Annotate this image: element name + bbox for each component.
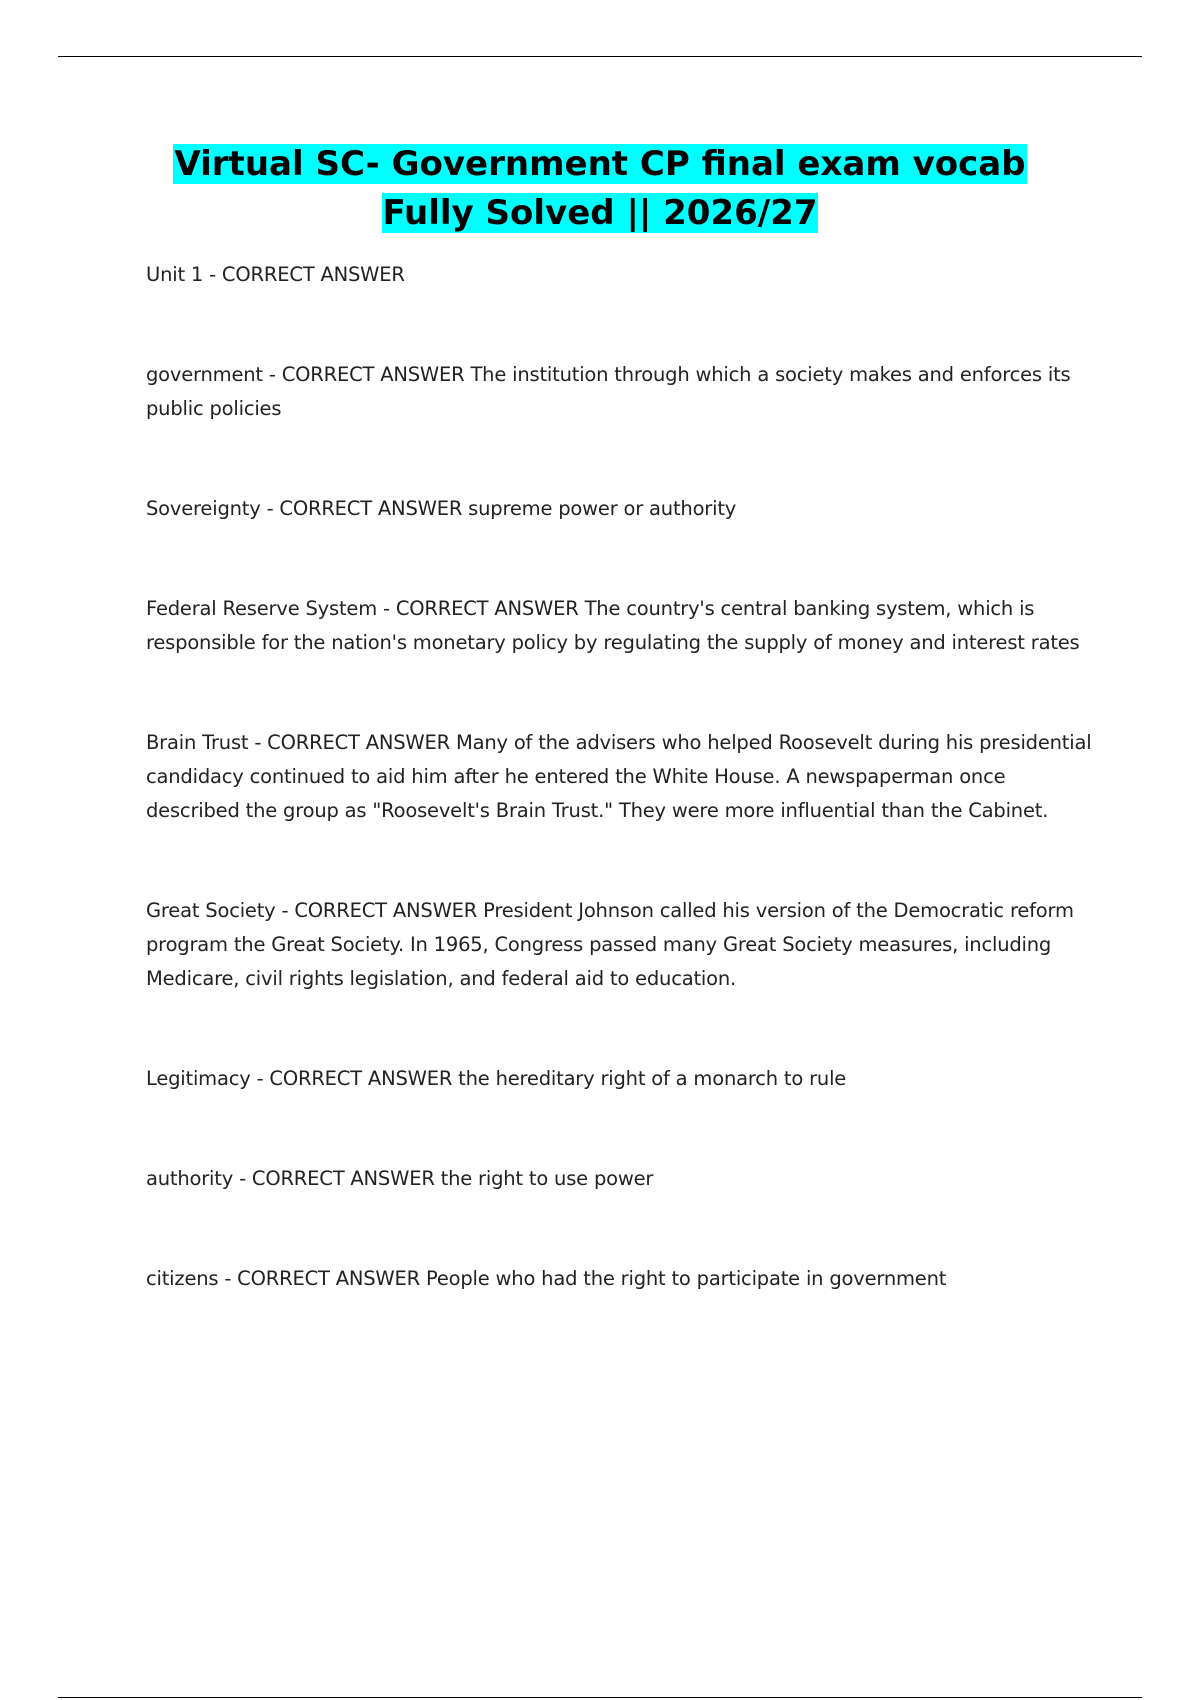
title-line-2: Fully Solved || 2026/27 bbox=[382, 193, 818, 233]
vocab-entry-federal-reserve-system: Federal Reserve System - CORRECT ANSWER The country's central banking system, which is responsible for the nation's monetary policy by regulating the supply of money and interest rates bbox=[146, 597, 1080, 654]
vocab-entry-brain-trust: Brain Trust - CORRECT ANSWER Many of the advisers who helped Roosevelt during his presidential candidacy continued to aid him after he entered the White House. A newspaperman once described the group as "Roosevelt's Brain Trust." They were more influential than the Cabinet. bbox=[146, 731, 1092, 822]
bottom-rule bbox=[58, 1697, 1142, 1698]
vocab-entry-authority: authority - CORRECT ANSWER the right to use power bbox=[146, 1167, 654, 1190]
vocab-entry-great-society: Great Society - CORRECT ANSWER President Johnson called his version of the Democratic reform program the Great Society. In 1965, Congress passed many Great Society measures, including Medicare, civil rights legislation, and federal aid to education. bbox=[146, 899, 1074, 990]
vocab-entry-government: government - CORRECT ANSWER The institution through which a society makes and enforces its public policies bbox=[146, 363, 1071, 420]
vocab-entry-citizens: citizens - CORRECT ANSWER People who had the right to participate in government bbox=[146, 1267, 947, 1290]
title-line-1: Virtual SC- Government CP final exam vocab bbox=[174, 144, 1026, 184]
top-rule bbox=[58, 56, 1142, 57]
vocab-list bbox=[146, 258, 1096, 1362]
vocab-entry-unit-1: Unit 1 - CORRECT ANSWER bbox=[146, 263, 405, 286]
vocab-entry-sovereignty: Sovereignty - CORRECT ANSWER supreme power or authority bbox=[146, 497, 737, 520]
page-title bbox=[60, 140, 1140, 238]
vocab-entry-legitimacy: Legitimacy - CORRECT ANSWER the hereditary right of a monarch to rule bbox=[146, 1067, 847, 1090]
